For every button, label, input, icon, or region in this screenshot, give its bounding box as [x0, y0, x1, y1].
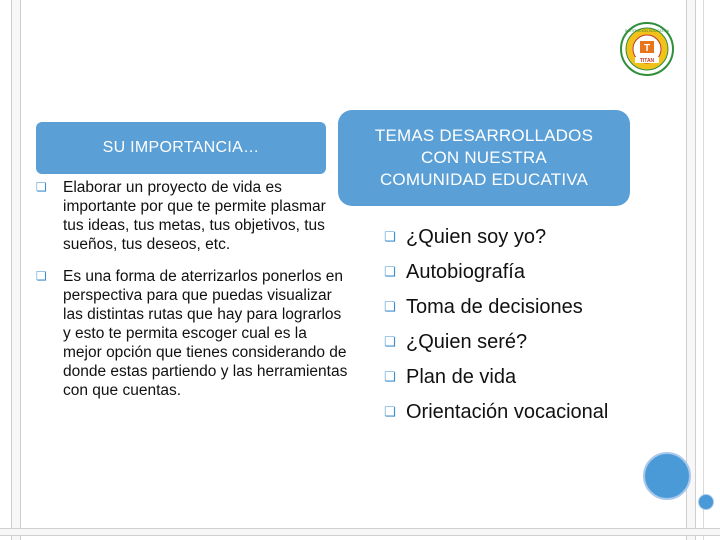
list-item-text: Elaborar un proyecto de vida es importante por que te permite plasmar tus ideas, tus metas, tus objetivos, tus sueños, tus deseos, etc. — [63, 179, 326, 253]
list-item-text: Orientación vocacional — [406, 401, 609, 423]
list-item — [384, 225, 634, 249]
decorative-circle-large — [643, 452, 691, 500]
slide-frame-right — [686, 0, 696, 540]
list-item-text: ¿Quien soy yo? — [406, 226, 547, 248]
list-item-text: Es una forma de aterrizarlos ponerlos en perspectiva para que puedas visualizar las distintas rutas que hay para lograrlos y esto te permita escoger cual es la mejor opción que tienes considerando de donde estas partiendo y las herramientas con que cuentas. — [63, 268, 348, 399]
list-item — [36, 267, 348, 400]
importance-header: SU IMPORTANCIA… — [36, 122, 326, 174]
list-item — [384, 365, 634, 389]
topics-list — [384, 225, 634, 424]
list-item — [384, 400, 634, 424]
decorative-circle-small — [698, 494, 714, 510]
slide-frame-bottom — [0, 528, 720, 536]
checkbox-bullet-icon: ❏ — [36, 180, 47, 194]
checkbox-bullet-icon: ❏ — [384, 264, 396, 279]
logo-bottom-text: TITAN — [639, 58, 655, 64]
slide-frame-left — [11, 0, 21, 540]
checkbox-bullet-icon: ❏ — [384, 404, 396, 419]
list-item-text: Toma de decisiones — [406, 296, 583, 318]
list-item-text: ¿Quien seré? — [406, 331, 528, 353]
checkbox-bullet-icon: ❏ — [384, 229, 396, 244]
list-item-text: Autobiografía — [406, 261, 525, 283]
slide-frame-right-line — [703, 0, 704, 540]
topics-header: TEMAS DESARROLLADOS CON NUESTRA COMUNIDAD EDUCATIVA — [338, 110, 630, 206]
checkbox-bullet-icon: ❏ — [36, 269, 47, 283]
list-item — [384, 260, 634, 284]
list-item-text: Plan de vida — [406, 366, 517, 388]
logo-top-text: INSTITUCION EDUCATIVA — [625, 29, 669, 33]
checkbox-bullet-icon: ❏ — [384, 299, 396, 314]
list-item — [36, 178, 348, 254]
school-logo — [620, 22, 674, 76]
importance-list — [36, 178, 348, 413]
list-item — [384, 330, 634, 354]
logo-letter: T — [643, 43, 651, 54]
list-item — [384, 295, 634, 319]
checkbox-bullet-icon: ❏ — [384, 369, 396, 384]
checkbox-bullet-icon: ❏ — [384, 334, 396, 349]
